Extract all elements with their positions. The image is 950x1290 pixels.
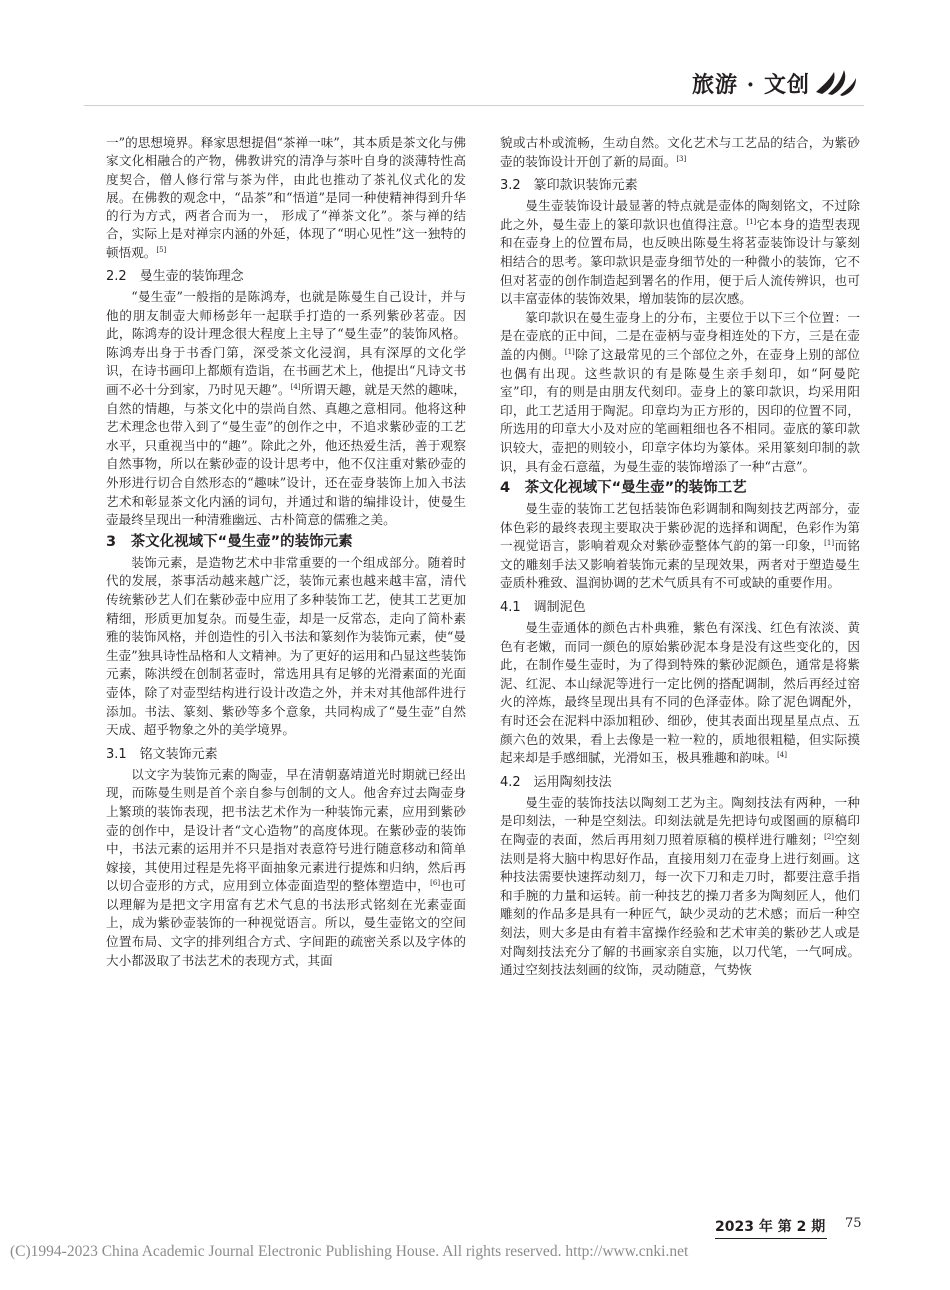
- section-title: 旅游 · 文创: [692, 72, 810, 98]
- page-number: 75: [845, 1216, 862, 1231]
- paragraph: 曼生壶装饰设计最显著的特点就是壶体的陶刻铭文，不过除此之外，曼生壶上的篆印款识也值得注意。[1]它本身的造型表现和在壶身上的位置布局，也反映出陈曼生将茗壶装饰设计与篆刻相结合的思考。篆印款识是壶身细节处的一种微小的装饰，它不但对茗壶的创作制造起到署名的作用，便于后人流传辨识，也可以丰富壶体的装饰效果，增加装饰的层次感。: [500, 198, 861, 307]
- header-rule: [84, 105, 864, 106]
- paragraph: 曼生壶通体的颜色古朴典雅，紫色有深浅、红色有浓淡、黄色有老嫩，而同一颜色的原始紫砂泥本身是没有这些变化的，因此，在制作曼生壶时，为了得到特殊的紫砂泥颜色，通常是将紫泥、红泥、本山绿泥等进行一定比例的搭配调制，然后再经过窑火的淬炼，最终呈现出具有不同的色泽壶体。除了泥色调配外，有时还会在泥料中添加粗砂、细砂，使其表面出现星星点点、五颜六色的效果，看上去像是一粒一粒的，质地很粗糙，但实际摸起来却是手感细腻，光滑如玉，极具雅趣和韵味。[4]: [500, 620, 860, 766]
- paragraph: 装饰元素，是造物艺术中非常重要的一个组成部分。随着时代的发展，茶事活动越来越广泛，装饰元素也越来越丰富，清代传统紫砂艺人们在紫砂壶中应用了多种装饰工艺，使其工艺更加精细，形质更加复杂。而曼生壶，却是一反常态，走向了简朴素雅的装饰风格，并创造性的引入书法和篆刻作为装饰元素，使“曼生壶”独具诗性品格和人文精神。为了更好的运用和凸显这些装饰元素，陈洪绶在创制茗壶时，常选用具有足够的光滑素面的光面壶体，除了对壶型结构进行设计改造之外，并未对其他部件进行添加。书法、篆刻、紫砂等多个意象，共同构成了“曼生壶”自然天成、超乎物象之外的美学境界。: [106, 554, 466, 738]
- citation: [1]: [746, 217, 757, 226]
- citation: [5]: [156, 245, 167, 254]
- section-heading-4-1: 4.1 调制泥色: [500, 600, 586, 616]
- section-heading-3-2: 3.2 篆印款识装饰元素: [500, 178, 638, 194]
- right-column: [500, 134, 860, 980]
- left-column: [106, 134, 466, 970]
- section-heading-3: 3 茶文化视域下“曼生壶”的装饰元素: [106, 533, 353, 550]
- citation: [1]: [824, 539, 835, 548]
- section-heading-4: 4 茶文化视域下“曼生壶”的装饰工艺: [500, 480, 747, 497]
- citation: [6]: [430, 879, 441, 888]
- citation: [2]: [824, 832, 835, 841]
- section-heading-4-2: 4.2 运用陶刻技法: [500, 774, 612, 790]
- page-header: [0, 0, 950, 110]
- issue-label: 2023 年 第 2 期: [715, 1219, 826, 1235]
- footer-rule: [715, 1238, 827, 1239]
- citation: [1]: [564, 347, 575, 356]
- paragraph: “曼生壶”一般指的是陈鸿寿，也就是陈曼生自己设计，并与他的朋友制壶大师杨彭年一起联手打造的一系列紫砂茗壶。因此，陈鸿寿的设计理念很大程度上主导了“曼生壶”的装饰风格。陈鸿寿出身于书香门第，深受茶文化浸润，具有深厚的文化学识，在诗书画印上都颇有造诣，在书画艺术上，他提出“凡诗文书画不必十分到家，乃时见天趣”。[4]所谓天趣，就是天然的趣味，自然的情趣，与茶文化中的崇尚自然、真趣之意相同。他将这种艺术理念也带入到了“曼生壶”的创作之中，不追求紫砂壶的工艺水平，只重视当中的“趣”。除此之外，他还热爱生活，善于观察自然事物，所以在紫砂壶的设计思考中，他不仅注重对紫砂壶的外形进行切合自然形态的“趣味”设计，还在壶身装饰上加入书法艺术和彰显茶文化内涵的词句，并通过和谐的编排设计，使曼生壶最终呈现出一种清雅幽远、古朴简意的儒雅之美。: [106, 289, 466, 528]
- paragraph: 以文字为装饰元素的陶壶，早在清朝嘉靖道光时期就已经出现，而陈曼生则是首个亲自参与创制的文人。他舍弃过去陶壶身上繁琐的装饰表现，把书法艺术作为一种装饰元素，应用到紫砂壶的创作中，是设计者“文心造物”的高度体现。在紫砂壶的装饰中，书法元素的运用并不只是指对表意符号进行随意移动和简单嫁接，其使用过程是先将平面抽象元素进行提炼和归纳，然后再以切合壶形的方式，应用到立体壶面造型的整体塑造中，[6]也可以理解为是把文字用富有艺术气息的书法形式铭刻在光素壶面上，成为紫砂壶装饰的一种视觉语言。所以，曼生壶铭文的空间位置布局、文字的排列组合方式、字间距的疏密关系以及字体的大小都汲取了书法艺术的表现方式，其面: [106, 766, 467, 968]
- paragraph: 貌或古朴或流畅，生动自然。文化艺术与工艺品的结合，为紫砂壶的装饰设计开创了新的局面。[3]: [500, 135, 860, 169]
- copyright-notice: (C)1994-2023 China Academic Journal Electronic Publishing House. All rights reserved. http://www.cnki.net: [10, 1243, 689, 1260]
- leaf-logo-icon: [812, 64, 858, 96]
- paragraph: 曼生壶的装饰工艺包括装饰色彩调制和陶刻技艺两部分，壶体色彩的最终表现主要取决于紫砂泥的选择和调配，色彩作为第一视觉语言，影响着观众对紫砂壶整体气韵的第一印象，[1]而铭文的雕刻手法又影响着装饰元素的呈现效果，两者对于塑造曼生壶质朴雅致、温润协调的艺术气质具有不可或缺的重要作用。: [500, 501, 861, 591]
- citation: [3]: [676, 154, 687, 163]
- citation: [4]: [777, 751, 787, 760]
- paragraph: 篆印款识在曼生壶身上的分布，主要位于以下三个位置：一是在壶底的正中间，二是在壶柄与壶身相连处的下方，三是在壶盖的内侧。[1]除了这最常见的三个部位之外，在壶身上别的部位也偶有出现。这些款识的有是陈曼生亲手刻印，如“阿曼陀室”印，有的则是由朋友代刻印。壶身上的篆印款识，均采用阳印，此工艺适用于陶泥。印章均为正方形的，因印的位置不同，所选用的印章大小及对应的笔画粗细也各不相同。壶底的篆印款识较大，壶把的则较小，印章字体均为篆体。采用篆刻印制的款识，具有金石意蕴，为曼生壶的装饰增添了一种“古意”。: [500, 309, 861, 474]
- paragraph: 曼生壶的装饰技法以陶刻工艺为主。陶刻技法有两种，一种是印刻法，一种是空刻法。印刻法就是先把诗句或图画的原稿印在陶壶的表面，然后再用刻刀照着原稿的模样进行雕刻；[2]空刻法则是将大脑中构思好作品，直接用刻刀在壶身上进行刻画。这种技法需要快速挥动刻刀，每一次下刀和走刀时，都要注意手指和手腕的力量和运转。前一种技艺的操刀者多为陶刻匠人，他们雕刻的作品多是具有一种匠气，缺少灵动的艺术感；而后一种空刻法，则大多是由有着丰富操作经验和艺术审美的紫砂艺人或是对陶刻技法充分了解的书画家亲自实施，以刀代笔，一气呵成。通过空刻技法刻画的纹饰，灵动随意，气势恢: [500, 794, 861, 978]
- section-heading-2-2: 2.2 曼生壶的装饰理念: [106, 269, 244, 285]
- paragraph: 一”的思想境界。释家思想提倡“茶禅一味”，其本质是茶文化与佛家文化相融合的产物，佛教讲究的清净与茶叶自身的淡薄特性高度契合，僧人修行常与茶为伴，由此也推动了茶礼仪式化的发展。在佛教的观念中，“品茶”和“悟道”是同一种使精神得到升华的行为方式，两者合而为一， 形成了“禅茶文化”。茶与禅的结合，实际上是对禅宗内涵的外延，体现了“明心见性”这一独特的顿悟观。[5]: [106, 135, 466, 260]
- citation: [4]: [290, 382, 301, 391]
- section-heading-3-1: 3.1 铭文装饰元素: [106, 746, 218, 762]
